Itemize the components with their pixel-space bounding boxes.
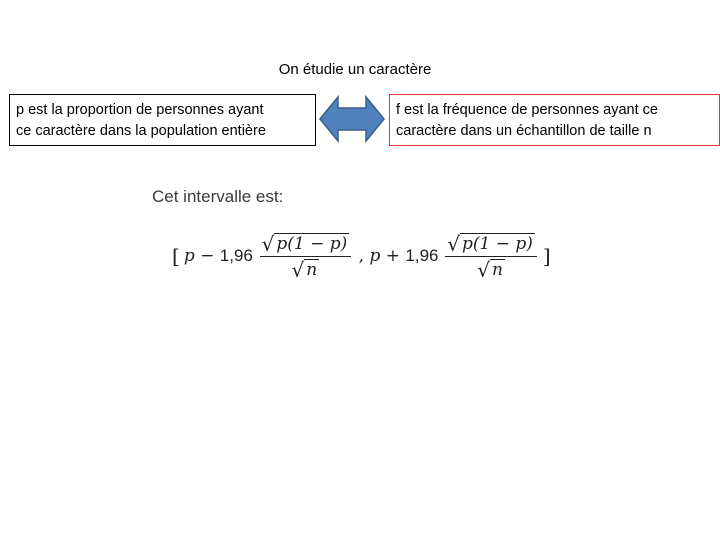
definition-p-line1: p est la proportion de personnes ayant [16,102,264,118]
formula-coefficient-upper: 1,96 [405,246,444,265]
formula-fraction-lower [260,233,352,280]
page-title: On étudie un caractère [278,61,432,78]
formula-radicand: p(1 − p) [461,233,533,254]
formula-sqrt-numerator [260,233,352,256]
formula-comma: , [353,246,370,266]
sqrt-icon: √ [447,231,460,256]
formula-close-bracket: ] [542,244,551,268]
formula-open-bracket: [ [172,244,180,268]
sqrt-icon: √ [261,231,275,256]
formula-sqrt-denominator [477,257,505,280]
definition-box-p [9,94,316,146]
definition-f-line1: f est la fréquence de personnes ayant ce [396,102,658,118]
sqrt-icon: √ [477,257,490,282]
sqrt-icon: √ [291,257,305,282]
definition-p-line2: ce caractère dans la population entière [16,123,266,139]
formula-plus: + [380,246,406,266]
formula-p-upper: p [369,246,381,266]
formula-coefficient-lower: 1,96 [219,246,258,265]
formula-radicand: p(1 − p) [276,233,348,254]
formula-denominator: n [306,259,318,280]
formula-sqrt-numerator [445,233,537,256]
formula-fraction-upper [445,233,537,280]
definition-f-line2: caractère dans un échantillon de taille n [396,123,652,139]
formula-p-lower: p [183,246,195,266]
formula-denominator: n [491,259,503,280]
formula-sqrt-denominator [292,257,320,280]
definition-box-f [389,94,720,146]
double-arrow-icon [318,94,386,144]
formula-minus: − [194,246,220,266]
interval-heading: Cet intervalle est: [152,187,284,206]
confidence-interval-formula [168,226,555,286]
